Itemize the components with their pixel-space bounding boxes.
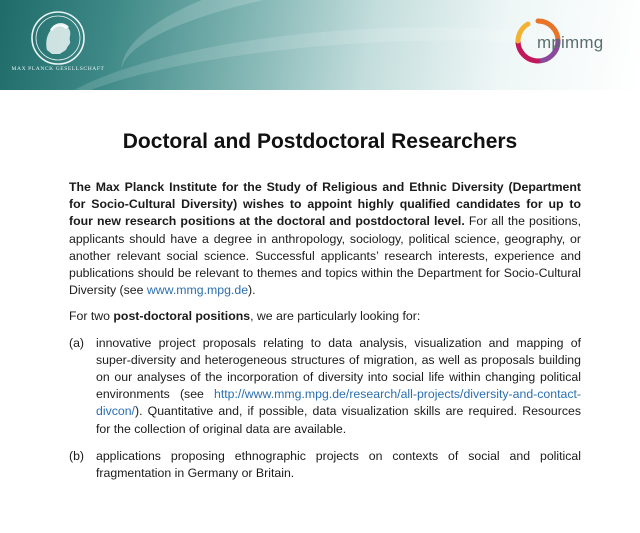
page-header bbox=[0, 0, 640, 90]
intro-end-text: ). bbox=[248, 283, 256, 298]
intro-bold-text: The Max Planck Institute for the Study of Religious and Ethnic Diversity (Department for Socio-Cultural Diversity) wishes to appoint highly qualified candidates for up to four new research positions at the doctoral and postdoctoral level. bbox=[69, 180, 581, 229]
list-item-text: applications proposing ethnographic projects on contexts of social and political fragmentation in Germany or Britain. bbox=[96, 448, 581, 481]
list-item-a bbox=[69, 335, 581, 438]
list-item-b bbox=[69, 448, 581, 482]
minerva-seal-icon bbox=[30, 10, 86, 66]
document-body bbox=[69, 179, 581, 492]
mpimmg-logo-text: mpimmg bbox=[537, 33, 604, 52]
lead-paragraph bbox=[69, 308, 581, 325]
list-item-label: (a) bbox=[69, 335, 85, 350]
lead-bold-text: post-doctoral positions bbox=[113, 309, 251, 324]
divcon-project-link[interactable]: http://www.mmg.mpg.de/research/all-projects/diversity-and-contact-divcon/ bbox=[96, 387, 581, 419]
document-title: Doctoral and Postdoctoral Researchers bbox=[122, 130, 518, 153]
intro-text: For all the positions, applicants should have a degree in anthropology, sociology, political science, geography, or another relevant social science. Successful applicants’ research interests, experience and publications should be relevant to themes and topics within the Department for Socio-Cultural Diversity (see bbox=[69, 214, 581, 298]
intro-paragraph bbox=[69, 179, 581, 299]
item-a-text-pre: innovative project proposals relating to data analysis, visualization and mapping of super-diversity and heterogeneous structures of migration, as well as proposals building on our analyses of the incorporation of diversity into social life within changing political environments (see bbox=[96, 335, 581, 402]
item-a-text-post: ). Quantitative and, if possible, data visualization skills are required. Resources for the collection of original data are available. bbox=[96, 404, 581, 436]
list-item-label: (b) bbox=[69, 448, 85, 463]
lead-post-text: , we are particularly looking for: bbox=[250, 309, 421, 324]
mmg-website-link[interactable]: www.mmg.mpg.de bbox=[146, 283, 249, 298]
lead-pre-text: For two bbox=[69, 309, 114, 324]
list-item-text bbox=[96, 335, 581, 438]
mpg-logo-caption: MAX PLANCK GESELLSCHAFT bbox=[11, 66, 105, 72]
